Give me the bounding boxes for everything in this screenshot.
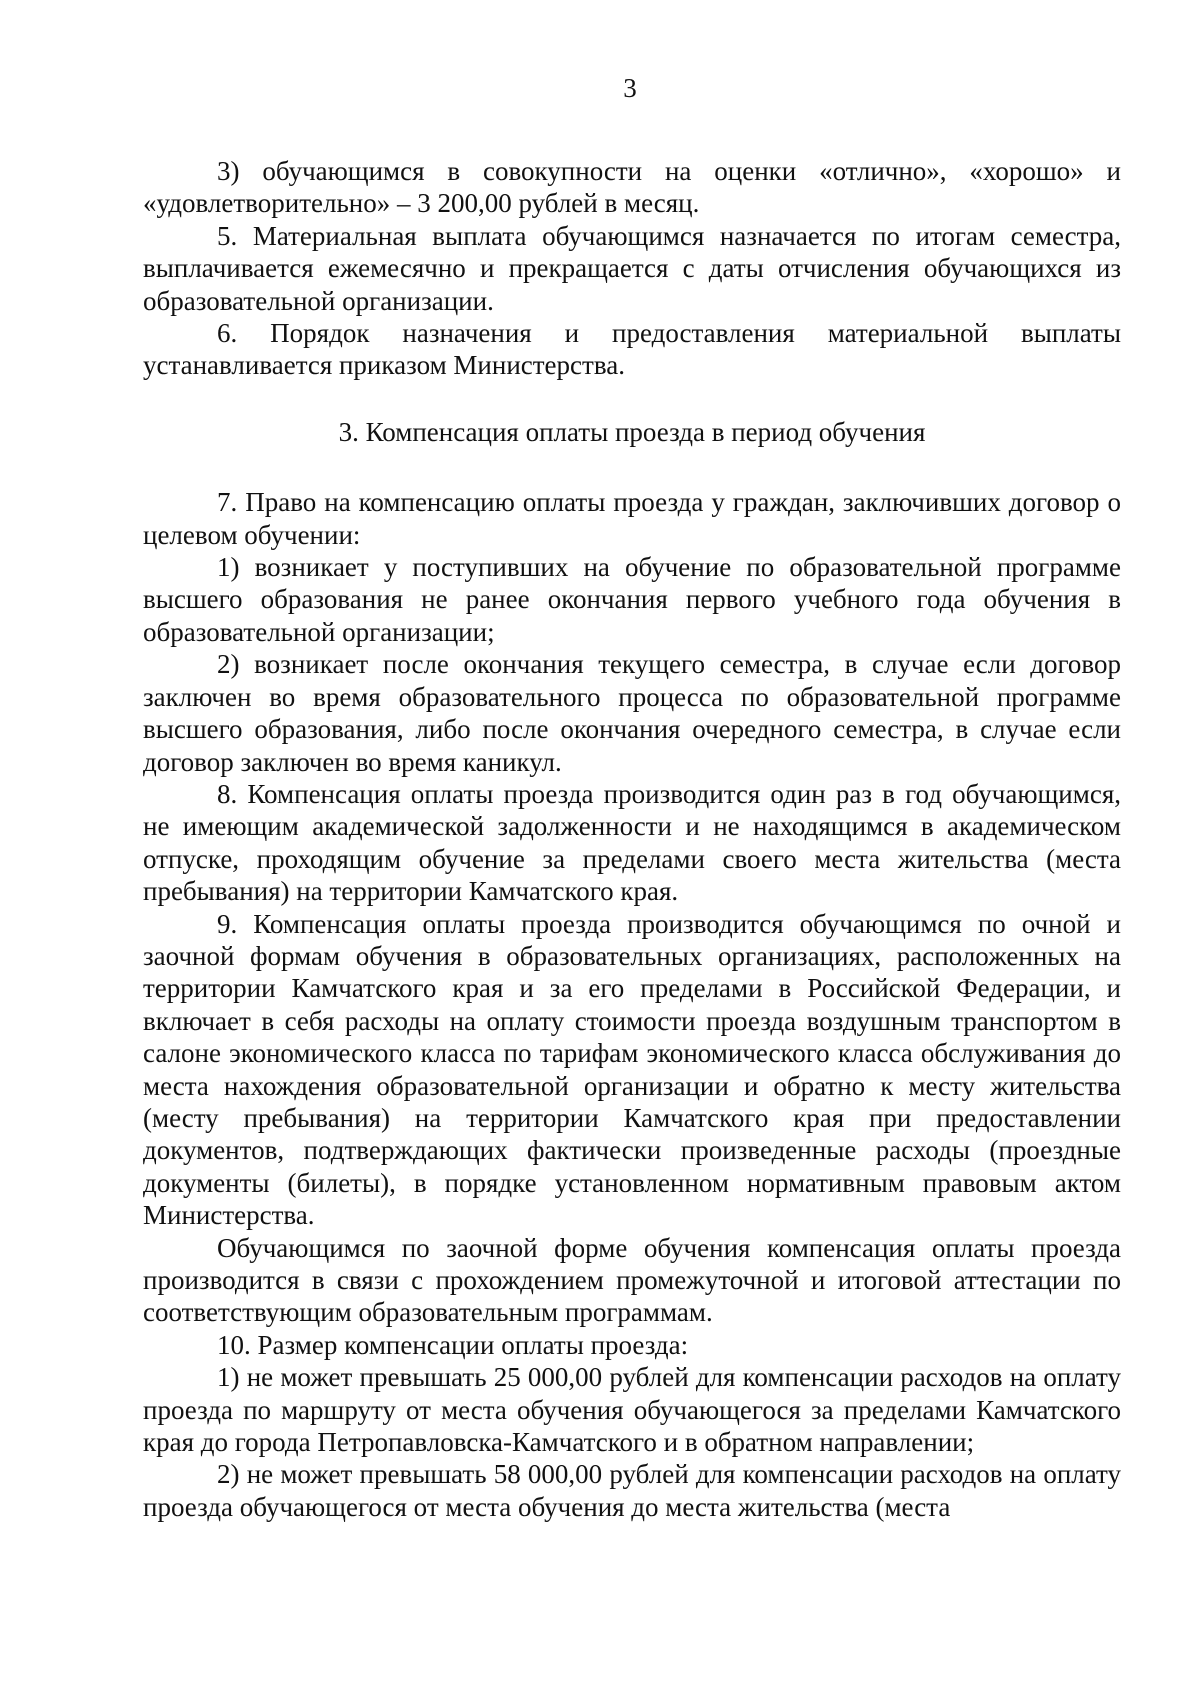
- paragraph-8-compensation-frequency: 8. Компенсация оплаты проезда производится один раз в год обучающимся, не имеющим академической задолженности и не находящимся в академическом отпуске, проходящим обучение за пределами своего места жительства (места пребывания) на территории Камчатского края.: [143, 778, 1121, 907]
- paragraph-10-compensation-amount: 10. Размер компенсации оплаты проезда:: [217, 1329, 689, 1360]
- paragraph-10-subitem-2: 2) не может превышать 58 000,00 рублей для компенсации расходов на оплату проезда обучающегося от места обучения до места жительства (места: [143, 1459, 1121, 1522]
- paragraph-6-payment-procedure: 6. Порядок назначения и предоставления материальной выплаты устанавливается приказом Министерства.: [143, 318, 1121, 381]
- page-number: 3: [623, 73, 637, 103]
- paragraph-10-subitem-1: 1) не может превышать 25 000,00 рублей для компенсации расходов на оплату проезда по маршруту от места обучения обучающегося за пределами Камчатского края до города Петропавловска-Камчатского и в обратном направлении;: [143, 1362, 1121, 1458]
- paragraph-7-compensation-right: 7. Право на компенсацию оплаты проезда у граждан, заключивших договор о целевом обучении:: [143, 487, 1121, 550]
- paragraph-item-3-grade-payment: 3) обучающимся в совокупности на оценки «отлично», «хорошо» и «удовлетворительно» – 3 200,00 рублей в месяц.: [143, 156, 1121, 219]
- paragraph-5-material-payment: 5. Материальная выплата обучающимся назначается по итогам семестра, выплачивается ежемесячно и прекращается с даты отчисления обучающихся из образовательной организации.: [143, 220, 1121, 316]
- document-body: [143, 155, 1121, 1523]
- paragraph-7-subitem-1: 1) возникает у поступивших на обучение по образовательной программе высшего образования не ранее окончания первого учебного года обучения в образовательной организации;: [143, 552, 1121, 647]
- paragraph-9-compensation-scope: 9. Компенсация оплаты проезда производится обучающимся по очной и заочной формам обучения в образовательных организациях, расположенных на территории Камчатского края и за его пределами в Российской Федерации, и включает в себя расходы на оплату стоимости проезда воздушным транспортом в салоне экономического класса по тарифам экономического класса обслуживания до места нахождения образовательной организации и обратно к месту жительства (месту пребывания) на территории Камчатского края при предоставлении документов, подтверждающих фактически произведенные расходы (проездные документы (билеты), в порядке установленном нормативным правовым актом Министерства.: [143, 908, 1121, 1231]
- paragraph-7-subitem-2: 2) возникает после окончания текущего семестра, в случае если договор заключен во время образовательного процесса по образовательной программе высшего образования, либо после окончания очередного семестра, в случае если договор заключен во время каникул.: [143, 649, 1121, 777]
- paragraph-correspondence-students: Обучающимся по заочной форме обучения компенсация оплаты проезда производится в связи с прохождением промежуточной и итоговой аттестации по соответствующим образовательным программам.: [143, 1232, 1121, 1328]
- section-title-travel-compensation: 3. Компенсация оплаты проезда в период обучения: [338, 416, 926, 447]
